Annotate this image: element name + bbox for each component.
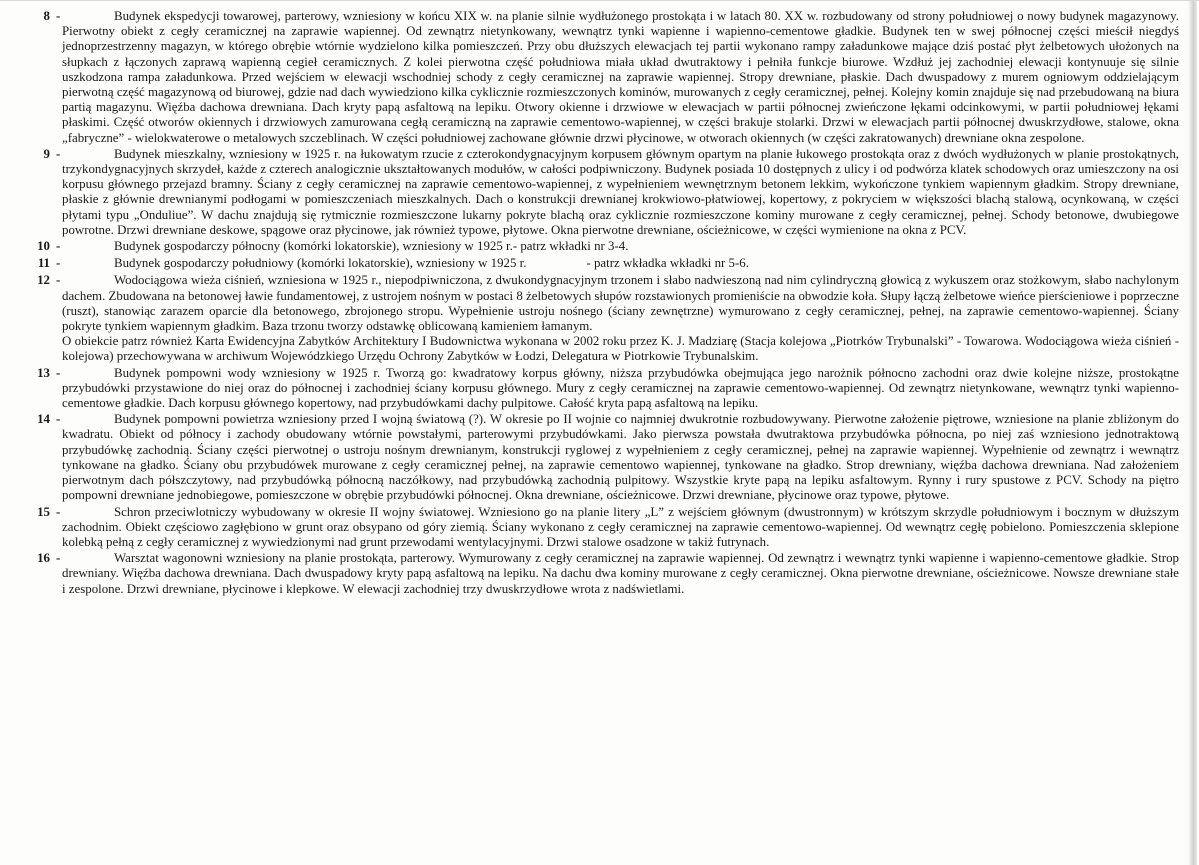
entry-dash: -	[56, 504, 61, 519]
entry-text: Budynek mieszkalny, wzniesiony w 1925 r. na łukowatym rzucie z czterokondygnacyjnym korpusem głównym opartym na planie łukowego prostokąta oraz z dwóch wydłużonych w planie prostokątnych, trzykondygnacyjnych skrzydeł, każde z czterech analogicznie ukształtowanych modułów, w całości podpiwniczony. Budynek posiada 10 dostępnych z ulicy i od podwórza klatek schodowych oraz umieszczony na osi korpusu głównego przejazd bramny. Ściany z cegły ceramicznej na zaprawie cementowo-wapiennej, z wypełnieniem wewnętrznym betonem lekkim, wykończone tynkiem wapiennym gładkim. Stropy drewniane, płaskie z głównie drewnianymi podłogami w pomieszczeniach mieszkalnych. Dach o konstrukcji drewnianej krokwiowo-płatwiowej, kopertowy, z pokryciem w większości blachą stalową, ocynkowaną, w części płytami typu „Onduliue”. W dachu znajdują się rytmicznie rozmieszczone lukarny pokryte blachą oraz cyklicznie rozmieszczone kominy murowane z cegły ceramicznej, pełnej. Schody betonowe, dwubiegowe powrotne. Drzwi drewniane deskowe, spągowe oraz płycinowe, jak również typowe, płytowe. Okna pierwotne drewniane, ościeżnicowe, w części wymienione na okna z PCV.	[62, 146, 1179, 237]
entry-dash: -	[56, 9, 61, 23]
entry-dash: -	[56, 412, 61, 427]
entry-number: 16	[37, 551, 50, 566]
entry-text: Budynek pompowni powietrza wzniesiony przed I wojną światową (?). W okresie po II wojnie co najmniej dwukrotnie rozbudowywany. Pierwotne założenie piętrowe, wzniesione na planie zbliżonym do kwadratu. Obiekt od północy i zachody obudowany wtórnie powstałymi, parterowymi przybudówkami. Jako pierwsza powstała dwutraktowa przybudówka północna, po niej zaś wzniesiono jednotraktową przybudówkę zachodnią. Ściany części pierwotnej o ustroju nośnym drewnianym, konstrukcji ryglowej z wypełnieniem z cegły ceramicznej, pełnej na zaprawie wapiennej. Wypełnienie od zewnątrz i wewnątrz tynkowane na gładko. Ściany obu przybudówek murowane z cegły ceramicznej pełnej, na zaprawie cementowo wapiennej, tynkowane na gładko. Strop drewniany, więźba dachowa drewniana. Nad założeniem pierwotnym dach półszczytowy, nad przybudówką północną naczółkowy, nad przybudówką zachodnią pulpitowy. Wszystkie kryte papą na lepiku asfaltowym. Rynny i rury spustowe z PCV. Schody na piętro pompowni drewniane jednobiegowe, pomieszczone w obrębie przybudówki północnej. Okna drewniane, ościeżnicowe. Drzwi drewniane, płycinowe oraz typowe, płytowe.	[62, 412, 1179, 503]
entry-text-main: Budynek gospodarczy południowy (komórki lokatorskie), wzniesiony w 1925 r.	[114, 256, 527, 271]
entry-number: 10	[37, 239, 50, 254]
entry-dash: -	[56, 551, 61, 566]
entry-number: 14	[37, 412, 50, 427]
entry-number: 8	[43, 9, 50, 23]
entry-text	[62, 256, 1179, 271]
entry-text: Budynek ekspedycji towarowej, parterowy, wzniesiony w końcu XIX w. na planie silnie wydłużonego prostokąta i w latach 80. XX w. rozbudowany od strony południowej o nowy budynek magazynowy. Pierwotny obiekt z cegły ceramicznej na zaprawie wapiennej. Od zewnątrz nietynkowany, wewnątrz tynki wapienne i wapienno-cementowe gładkie. Budynek ten w swej północnej części mieścił niegdyś jednoprzestrzenny magazyn, w którego obrębie wtórnie wydzielono kilka pomieszczeń. Przy obu dłuższych elewacjach tej partii wykonano rampy załadunkowe mające dziś postać płyt żelbetowych ułożonych na słupkach z łączonych zaprawą wapienną cegieł ceramicznych. Z kolei pierwotna część południowa miała układ dwutraktowy i pełniła funkcje biurowe. Wzdłuż jej zachodniej elewacji kontynuuje się silnie uszkodzona rampa załadunkowa. Przed wejściem w elewacji wschodniej schody z cegły ceramicznej na zaprawie wapiennej. Stropy drewniane, płaskie. Dach dwuspadowy z murem ogniowym oddzielającym pierwotną część magazynową od biurowej, gdzie nad dach wywiedziono kilka cyklicznie rozmieszczonych kominów, murowanych z cegły ceramicznej, pełnej. Kolejny komin znajduje się nad przebudowaną na biura partią magazynu. Więźba dachowa drewniana. Dach kryty papą asfaltową na lepiku. Otwory okienne i drzwiowe w elewacjach w partii północnej zwieńczone łękami odcinkowymi, w partii południowej łękami płaskimi. Część otworów okiennych i drzwiowych zamurowana cegłą ceramiczną na zaprawie cementowo-wapiennej, w części brakuje stolarki. Drzwi w elewacjach partii północnej dwuskrzydłowe, stalowe, okna „fabryczne” - wielokwaterowe o metalowych szczeblinach. W części południowej zachowane głównie drzwi płycinowe, w otworach okiennych (w części zakratowanych) drewniane okna zespolone.	[62, 9, 1179, 145]
entry-8	[43, 9, 1179, 146]
entry-text: Budynek gospodarczy północny (komórki lokatorskie), wzniesiony w 1925 r.- patrz wkładki nr 3-4.	[114, 239, 629, 254]
entry-number: 12	[37, 273, 50, 288]
entry-dash: -	[56, 256, 61, 271]
entry-number: 13	[37, 365, 50, 380]
entry-dash: -	[56, 273, 61, 288]
entry-number: 11	[37, 256, 50, 271]
entry-text: Wodociągowa wieża ciśnień, wzniesiona w 1925 r., niepodpiwniczona, z dwukondygnacyjnym trzonem i słabo nadwieszoną nad nim cylindryczną głowicą z wykuszem oraz stożkowym, słabo nachylonym dachem. Zbudowana na betonowej ławie fundamentowej, z ustrojem nośnym w postaci 8 żelbetowych słupów rozstawionych promieniście na obwodzie koła. Słupy łączą żelbetowe wieńce pierścieniowe i poprzeczne (ruszt), stanowiąc zarazem oparcie dla betonowego, zbrojonego stropu. Wypełnienie ustroju nośnego (ściany zewnętrzne) wymurowano z cegły ceramicznej, pełnej, na zaprawie cementowo-wapiennej. Ściany pokryte tynkiem wapiennym gładkim. Baza trzonu tworzy odstawkę oblicowaną kamieniem łamanym.	[62, 273, 1179, 334]
entry-text: Warsztat wagonowni wzniesiony na planie prostokąta, parterowy. Wymurowany z cegły ceramicznej na zaprawie wapiennej. Od zewnątrz i wewnątrz tynki wapienne i wapienno-cementowe gładkie. Strop drewniany. Więźba dachowa drewniana. Dach dwuspadowy kryty papą asfaltową na lepiku. Na dachu dwa kominy murowane z cegły ceramicznej. Okna pierwotne drewniane, ościeżnicowe. Nowsze drewniane stałe i zespolone. Drzwi drewniane, płycinowe i klepkowe. W elewacji zachodniej trzy dwuskrzydłowe wrota z nadświetlami.	[62, 551, 1179, 596]
entry-dash: -	[56, 146, 61, 161]
entry-text: Budynek pompowni wody wzniesiony w 1925 r. Tworzą go: kwadratowy korpus główny, niższa przybudówka obejmująca jego narożnik północno zachodni oraz dwie kolejne niższe, prostokątne przybudówki przystawione do niej oraz do północnej i zachodniej ściany korpusu głównego. Mury z cegły ceramicznej na zaprawie cementowo-wapiennej. Od zewnątrz nietynkowane, wewnątrz tynki wapienno-cementowe gładkie. Dach korpusu głównego kopertowy, nad przybudówkami dachy pulpitowe. Całość kryta papą asfaltową na lepiku.	[62, 365, 1179, 411]
entry-11	[37, 256, 1179, 271]
entry-12	[37, 273, 1179, 364]
entry-number: 15	[37, 504, 50, 519]
entry-dash: -	[56, 239, 61, 254]
entry-16	[37, 551, 1179, 597]
entry-15	[37, 504, 1179, 551]
entry-14	[37, 412, 1179, 503]
entry-9	[43, 146, 1179, 238]
entry-number: 9	[43, 146, 50, 161]
entry-dash: -	[56, 365, 61, 380]
scan-edge	[1188, 1, 1197, 865]
entry-text-reference: - patrz wkładka wkładki nr 5-6.	[586, 256, 749, 271]
entry-text: Schron przeciwlotniczy wybudowany w okresie II wojny światowej. Wzniesiono go na planie litery „L” z wejściem głównym (dwustronnym) w krótszym skrzydle południowym i bocznym w dłuższym zachodnim. Obiekt częściowo zagłębiono w grunt oraz obsypano od góry ziemią. Ściany wykonano z cegły ceramicznej na zaprawie cementowo-wapiennej. Od wewnątrz cegłę pobielono. Pomieszczenia sklepione kolebką pełną z cegły ceramicznej z wywiedzionymi nad grunt przewodami wentylacyjnymi. Drzwi stalowe osadzone w takiż futrynach.	[62, 504, 1179, 549]
entry-13	[37, 365, 1179, 412]
entry-note: O obiekcie patrz również Karta Ewidencyjna Zabytków Architektury I Budownictwa wykonana w 2002 roku przez K. J. Madziarę (Stacja kolejowa „Piotrków Trybunalski” - Towarowa. Wodociągowa wieża ciśnień - kolejowa) przechowywana w archiwum Wojewódzkiego Urzędu Ochrony Zabytków w Łodzi, Delegatura w Piotrkowie Trybunalskim.	[62, 334, 1179, 364]
entry-10	[37, 239, 1179, 254]
